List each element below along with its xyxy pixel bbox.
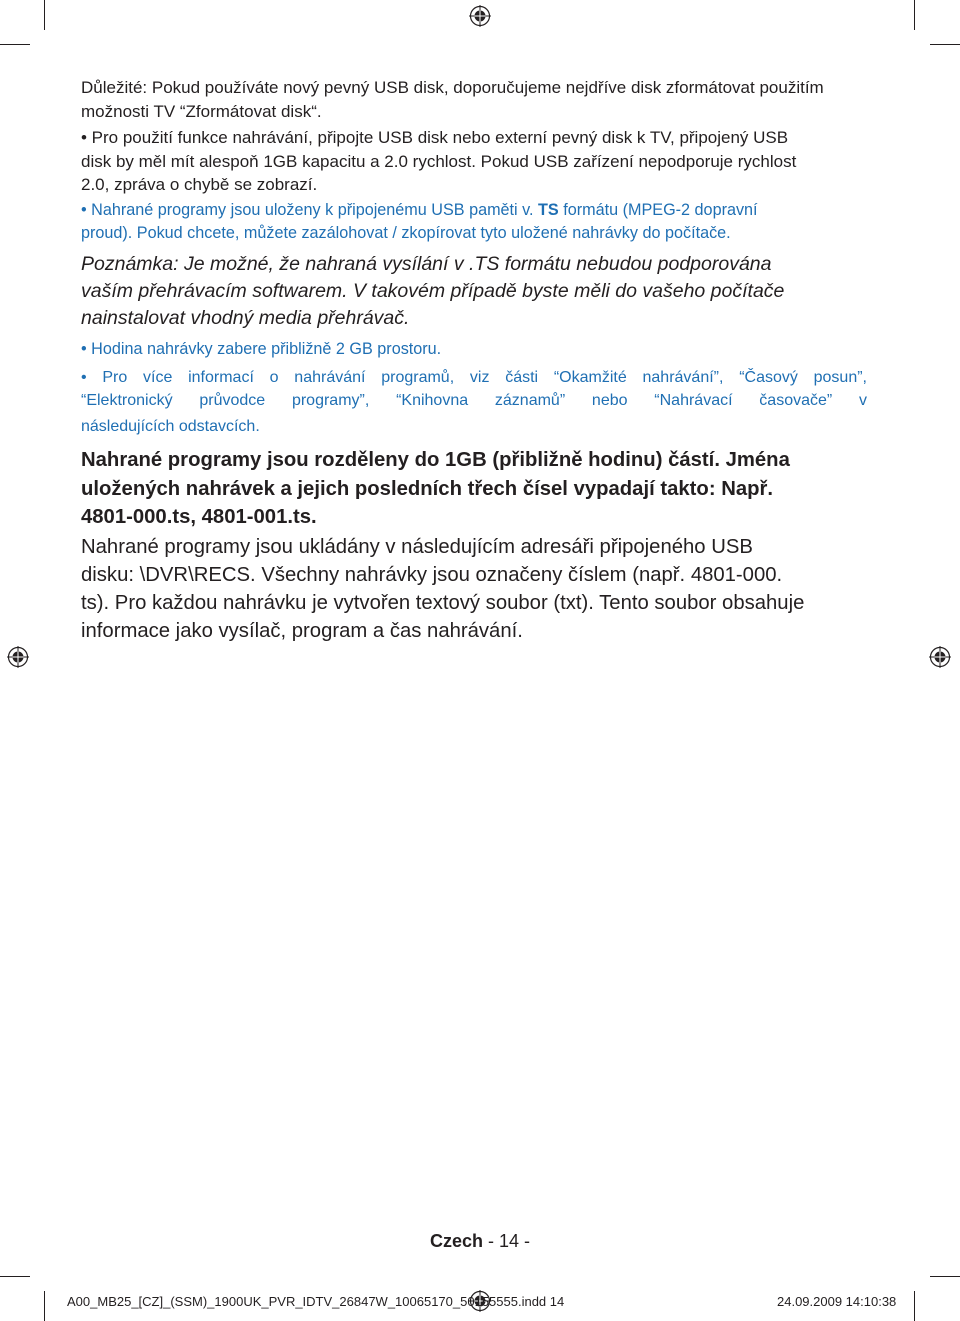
bullet-line: [81, 199, 758, 222]
bullet-line: • Pro více informací o nahrávání programů, viz části “Okamžité nahrávání”, “Časový posun”,: [81, 369, 867, 386]
bullet-line: následujících odstavcích.: [81, 418, 260, 435]
usb-requirement-bullet: [81, 126, 796, 197]
registration-mark-icon: [929, 646, 951, 668]
remark-line: nainstalovat vhodný media přehrávač.: [81, 307, 410, 329]
important-note-line: možnosti TV “Zformátovat disk“.: [81, 101, 322, 121]
paragraph-line: Nahrané programy jsou rozděleny do 1GB (přibližně hodinu) částí. Jména: [81, 449, 790, 471]
crop-mark: [0, 1276, 30, 1277]
bullet-line: disk by měl mít alespoň 1GB kapacitu a 2.0 rychlost. Pokud USB zařízení nepodporuje rychlost: [81, 151, 797, 171]
bullet-line: proud). Pokud chcete, můžete zazálohovat / zkopírovat tyto uložené nahrávky do počítače.: [81, 224, 731, 242]
more-info-bullet: [81, 366, 867, 438]
ts-format-label: TS: [538, 201, 559, 219]
recordings-path-paragraph: [81, 533, 804, 645]
recording-size-bullet: [81, 338, 441, 361]
page-footer: [0, 1229, 960, 1253]
registration-mark-icon: [7, 646, 29, 668]
footer-language: Czech: [429, 1231, 483, 1251]
recordings-split-paragraph: [81, 446, 790, 532]
remark-line: vaším přehrávacím softwarem. V takovém případě byste měli do vašeho počítače: [81, 280, 785, 302]
crop-mark: [930, 1276, 960, 1277]
crop-mark: [44, 0, 45, 30]
paragraph-line: uložených nahrávek a jejich posledních třech čísel vypadají takto: Např.: [81, 477, 774, 500]
remark-line: Poznámka: Je možné, že nahraná vysílání v .TS formátu nebudou podporována: [81, 253, 772, 275]
paragraph-line: 4801-000.ts, 4801-001.ts.: [81, 506, 317, 528]
paragraph-line: ts). Pro každou nahrávku je vytvořen textový soubor (txt). Tento soubor obsahuje: [81, 592, 805, 614]
important-note-line: Důležité: Pokud používáte nový pevný USB disk, doporučujeme nejdříve disk zformátovat použitím: [81, 78, 824, 97]
registration-mark-icon: [469, 5, 491, 27]
crop-mark: [0, 44, 30, 45]
remark-note: [81, 251, 784, 332]
bullet-line: • Hodina nahrávky zabere přibližně 2 GB prostoru.: [81, 340, 442, 358]
bullet-text: formátu (MPEG-2 dopravní: [558, 201, 758, 219]
paragraph-line: disku: \DVR\RECS. Všechny nahrávky jsou označeny číslem (např. 4801-000.: [81, 564, 783, 586]
bullet-line: 2.0, zpráva o chybě se zobrazí.: [81, 175, 318, 194]
bullet-text: • Nahrané programy jsou uloženy k připojenému USB paměti v.: [81, 201, 539, 219]
bullet-line: • Pro použití funkce nahrávání, připojte USB disk nebo externí pevný disk k TV, připojený USB: [81, 128, 789, 147]
page-number: - 14 -: [483, 1231, 531, 1251]
crop-mark: [914, 1291, 915, 1321]
recordings-storage-bullet: [81, 199, 758, 245]
important-note: [81, 76, 824, 123]
paragraph-line: informace jako vysílač, program a čas nahrávání.: [81, 620, 523, 642]
crop-mark: [930, 44, 960, 45]
crop-mark: [914, 0, 915, 30]
bullet-line: “Elektronický průvodce programy”, “Knihovna záznamů” nebo “Nahrávací časovače” v: [81, 392, 867, 409]
crop-mark: [44, 1291, 45, 1321]
slug-file-info: A00_MB25_[CZ]_(SSM)_1900UK_PVR_IDTV_26847W_10065170_50155555.indd 14: [67, 1294, 565, 1309]
slug-timestamp: 24.09.2009 14:10:38: [777, 1294, 897, 1309]
paragraph-line: Nahrané programy jsou ukládány v následujícím adresáři připojeného USB: [81, 536, 753, 558]
